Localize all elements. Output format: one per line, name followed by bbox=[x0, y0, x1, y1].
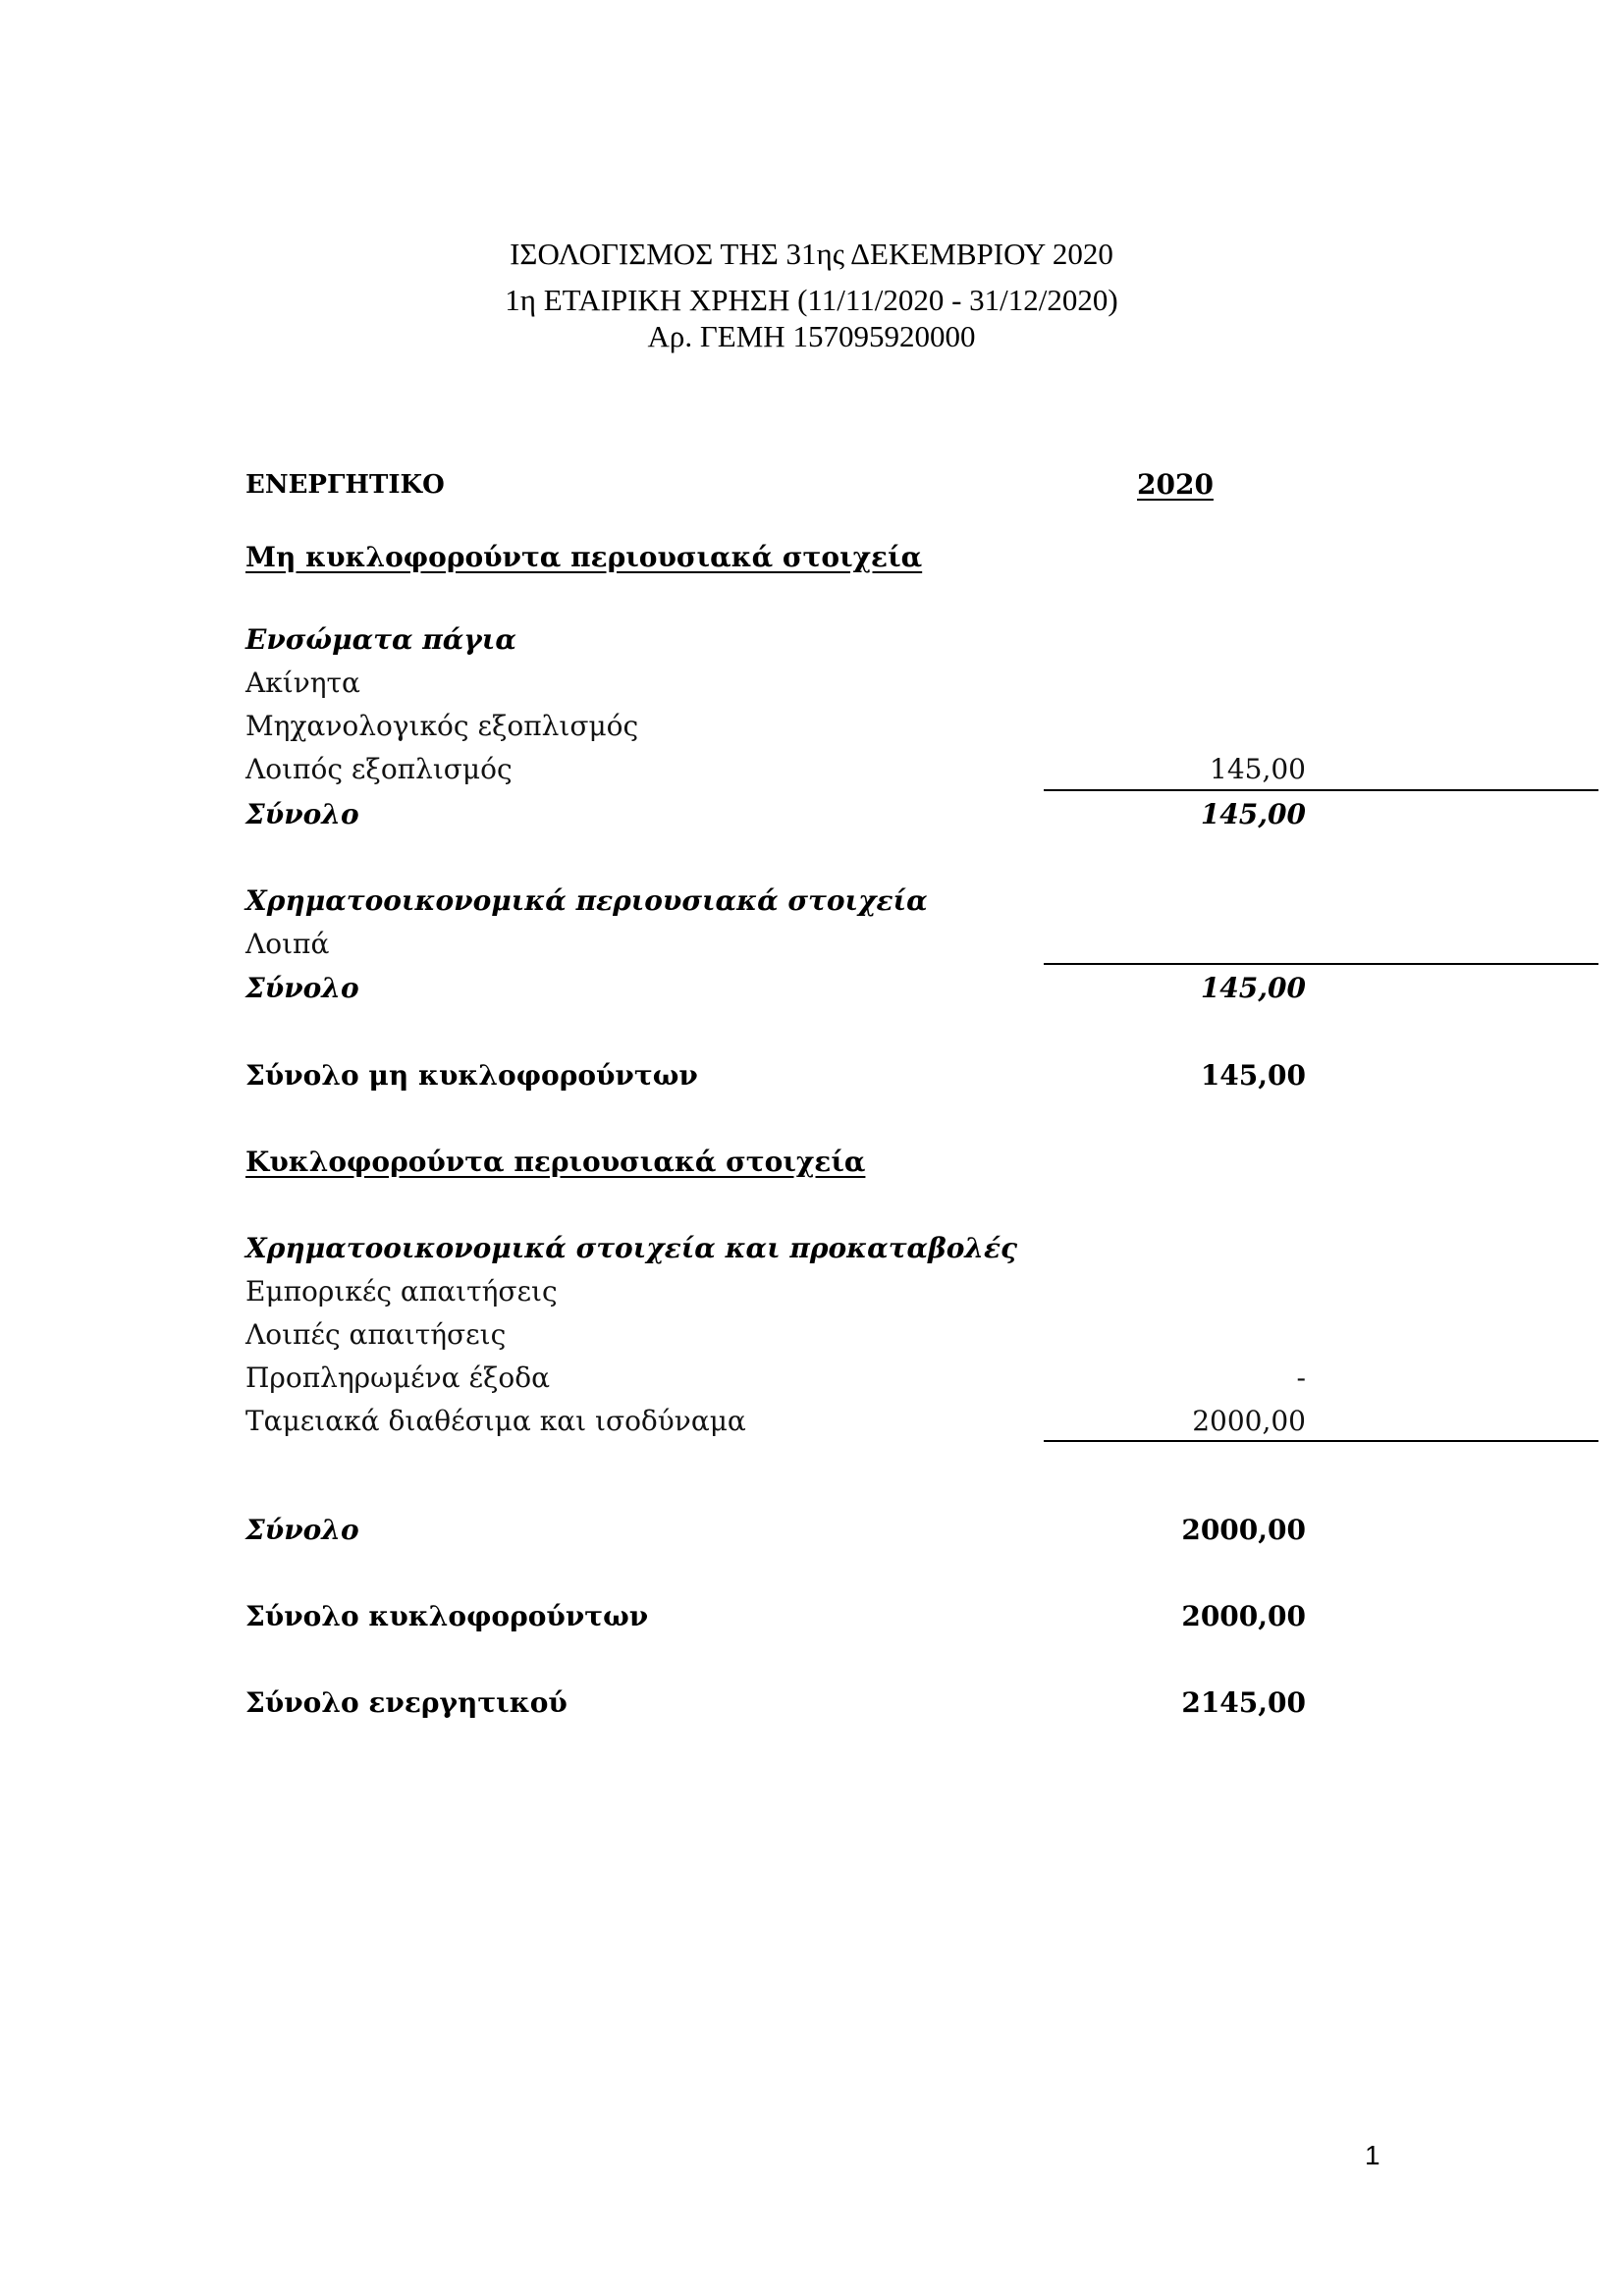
line-item-label: Μηχανολογικός εξοπλισμός bbox=[245, 710, 639, 742]
assets-title-row bbox=[245, 463, 1306, 507]
gemi-number: Αρ. ΓΕΜΗ 157095920000 bbox=[647, 319, 976, 353]
section-heading: Κυκλοφορούντα περιουσιακά στοιχεία bbox=[245, 1146, 866, 1178]
document-title: ΙΣΟΛΟΓΙΣΜΟΣ ΤΗΣ 31ης ΔΕΚΕΜΒΡΙΟΥ 2020 bbox=[510, 237, 1113, 271]
line-item-label: Εμπορικές απαιτήσεις bbox=[245, 1275, 558, 1308]
page-number: 1 bbox=[1365, 2140, 1380, 2170]
line-item-value: 145,00 bbox=[1210, 753, 1306, 785]
subtotal-row bbox=[245, 1509, 1306, 1552]
subtotal-rule bbox=[1044, 1440, 1598, 1442]
subsection-heading-financial bbox=[245, 880, 1306, 923]
total-value: 2000,00 bbox=[1181, 1600, 1306, 1632]
line-item-label: Προπληρωμένα έξοδα bbox=[245, 1362, 551, 1394]
subtotal-label: Σύνολο bbox=[245, 798, 359, 830]
subtotal-value: 2000,00 bbox=[1181, 1514, 1306, 1546]
year-column-header: 2020 bbox=[1137, 468, 1214, 501]
total-label: Σύνολο ενεργητικού bbox=[245, 1686, 568, 1719]
subtotal-row bbox=[245, 793, 1306, 836]
fiscal-period: 1η ΕΤΑΙΡΙΚΗ ΧΡΗΣΗ (11/11/2020 - 31/12/2020) bbox=[505, 283, 1118, 317]
line-item-label: Ταμειακά διαθέσιμα και ισοδύναμα bbox=[245, 1405, 746, 1437]
total-label: Σύνολο μη κυκλοφορούντων bbox=[245, 1059, 698, 1092]
subsection-heading-current-financial bbox=[245, 1227, 1306, 1270]
subtotal-label: Σύνολο bbox=[245, 972, 359, 1004]
line-item-value: - bbox=[1296, 1362, 1306, 1394]
subtotal-value: 145,00 bbox=[1200, 798, 1306, 830]
line-item-label: Λοιπός εξοπλισμός bbox=[245, 753, 513, 785]
non-current-total-row bbox=[245, 1054, 1306, 1097]
line-item-label: Λοιπές απαιτήσεις bbox=[245, 1318, 507, 1351]
subtotal-rule bbox=[1044, 963, 1598, 965]
subsection-heading: Ενσώματα πάγια bbox=[245, 623, 516, 656]
line-item bbox=[245, 1270, 1306, 1313]
line-item bbox=[245, 923, 1306, 966]
current-total-row bbox=[245, 1595, 1306, 1638]
total-label: Σύνολο κυκλοφορούντων bbox=[245, 1600, 649, 1632]
line-item bbox=[245, 1400, 1306, 1443]
subtotal-rule bbox=[1044, 789, 1598, 791]
section-heading-current bbox=[245, 1141, 1306, 1184]
subsection-heading-tangible bbox=[245, 618, 1306, 662]
subtotal-value: 145,00 bbox=[1200, 972, 1306, 1004]
section-heading-non-current bbox=[245, 536, 1306, 579]
subsection-heading: Χρηματοοικονομικά περιουσιακά στοιχεία bbox=[245, 884, 928, 917]
subtotal-label: Σύνολο bbox=[245, 1514, 359, 1546]
line-item-value: 2000,00 bbox=[1192, 1405, 1306, 1437]
total-value: 2145,00 bbox=[1181, 1686, 1306, 1719]
line-item bbox=[245, 705, 1306, 748]
assets-title: ΕΝΕΡΓΗΤΙΚΟ bbox=[245, 470, 445, 500]
line-item bbox=[245, 1357, 1306, 1400]
line-item bbox=[245, 1313, 1306, 1357]
subtotal-row bbox=[245, 967, 1306, 1010]
line-item-label: Ακίνητα bbox=[245, 667, 360, 699]
subsection-heading: Χρηματοοικονομικά στοιχεία και προκαταβολές bbox=[245, 1232, 1018, 1264]
assets-total-row bbox=[245, 1682, 1306, 1725]
total-value: 145,00 bbox=[1200, 1059, 1306, 1092]
section-heading: Μη κυκλοφορούντα περιουσιακά στοιχεία bbox=[245, 541, 923, 573]
line-item-label: Λοιπά bbox=[245, 928, 330, 960]
line-item bbox=[245, 662, 1306, 705]
line-item bbox=[245, 748, 1306, 791]
